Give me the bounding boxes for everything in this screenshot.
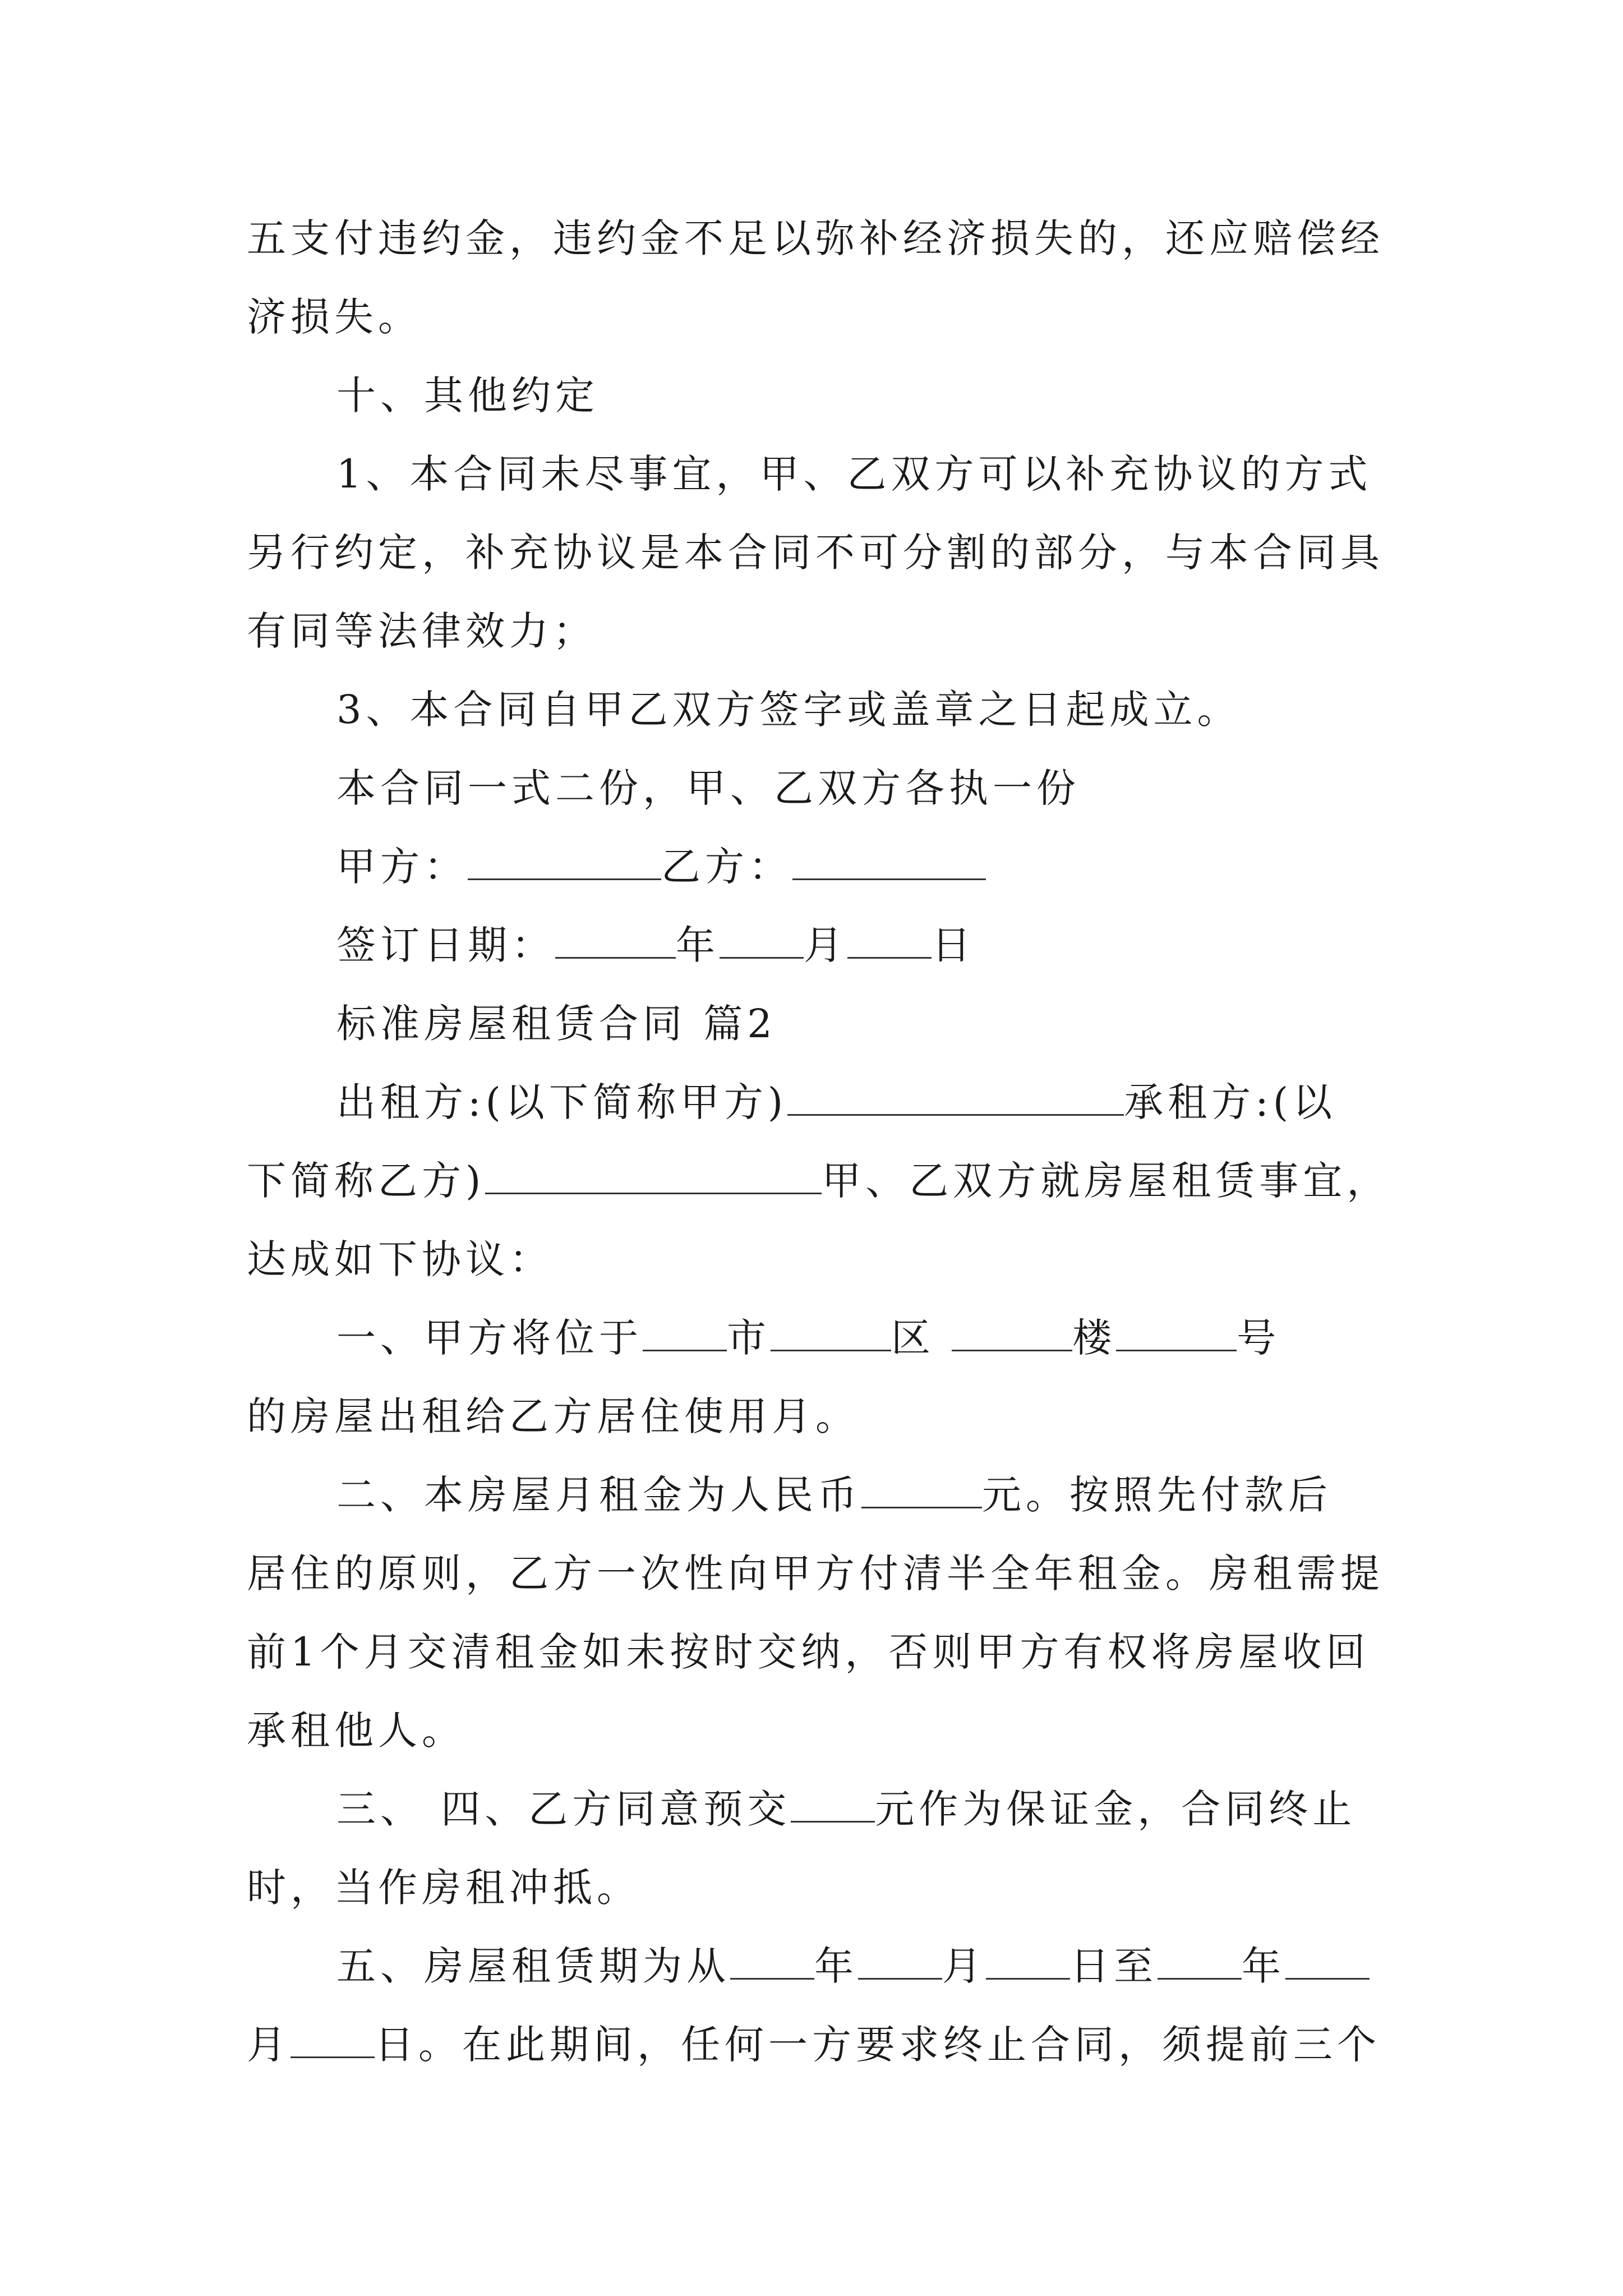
city-label: 市	[727, 1315, 771, 1361]
paragraph-line: 达成如下协议：	[247, 1236, 553, 1282]
clause-2-line	[336, 1467, 1332, 1523]
month-blank	[720, 918, 804, 959]
contract-title: 标准房屋租赁合同 篇2	[336, 1001, 777, 1047]
building-label: 楼	[1072, 1315, 1117, 1361]
party-b-blank	[792, 839, 986, 880]
party-a-label: 甲方：	[336, 844, 468, 890]
paragraph-line: 承租他人。	[247, 1708, 465, 1754]
clause-5-cont-line	[247, 2017, 1381, 2073]
paragraph-line: 3、本合同自甲乙双方签字或盖章之日起成立。	[336, 687, 1241, 733]
day-label: 日	[932, 922, 975, 968]
lessor-line	[336, 1074, 1336, 1130]
paragraph-line: 另行约定，补充协议是本合同不可分割的部分，与本合同具	[247, 530, 1384, 576]
clause-3-4-line	[336, 1781, 1356, 1837]
start-day-blank	[986, 1939, 1070, 1980]
signing-date-line	[336, 917, 975, 973]
clause-1-line	[336, 1310, 1280, 1366]
paragraph-line: 五支付违约金，违约金不足以弥补经济损失的，还应赔偿经	[247, 215, 1384, 261]
clause-text: 五、房屋租赁期为从	[336, 1943, 730, 1989]
paragraph-line: 本合同一式二份，甲、乙双方各执一份	[336, 765, 1080, 811]
rent-blank	[861, 1467, 982, 1508]
month-label: 月	[804, 922, 847, 968]
clause-text: 元作为保证金，合同终止	[875, 1786, 1357, 1832]
paragraph-line: 济损失。	[247, 294, 422, 340]
day-to-label: 日至	[1070, 1943, 1158, 1989]
paragraph-line: 前1个月交清租金如未按时交纳，否则甲方有权将房屋收回	[247, 1629, 1370, 1675]
agreement-text: 甲、乙双方就房屋租赁事宜，	[822, 1158, 1391, 1204]
paragraph-line: 居住的原则，乙方一次性向甲方付清半全年租金。房租需提	[247, 1550, 1384, 1596]
paragraph-line: 有同等法律效力；	[247, 608, 597, 654]
district-blank	[771, 1310, 891, 1351]
year-label: 年	[1242, 1943, 1285, 1989]
lessee-label: 承租方:(以	[1124, 1079, 1337, 1125]
end-day-blank	[291, 2017, 375, 2058]
paragraph-line: 1、本合同未尽事宜，甲、乙双方可以补充协议的方式	[336, 451, 1372, 497]
lessee-blank	[485, 1153, 822, 1194]
clause-text: 日。在此期间，任何一方要求终止合同，须提前三个	[375, 2022, 1381, 2068]
clause-5-line	[336, 1938, 1370, 1994]
month-label: 月	[247, 2022, 291, 2068]
number-blank	[1116, 1310, 1237, 1351]
day-blank	[847, 918, 932, 959]
start-year-blank	[730, 1939, 814, 1980]
lessor-label: 出租方:(以下简称甲方)	[336, 1079, 788, 1125]
party-b-label: 乙方：	[661, 844, 792, 890]
lessee-label-cont: 下简称乙方)	[247, 1158, 486, 1204]
year-label: 年	[814, 1943, 858, 1989]
clause-text: 一、甲方将位于	[336, 1315, 643, 1361]
deposit-blank	[791, 1782, 875, 1823]
end-month-blank	[1285, 1939, 1370, 1980]
date-label: 签订日期：	[336, 922, 555, 968]
year-blank	[555, 918, 676, 959]
paragraph-line: 时，当作房租冲抵。	[247, 1865, 640, 1911]
clause-text: 三、 四、乙方同意预交	[336, 1786, 791, 1832]
lessee-line	[247, 1153, 1390, 1209]
party-a-blank	[468, 839, 661, 880]
signature-line	[336, 839, 986, 895]
month-label: 月	[942, 1943, 986, 1989]
start-month-blank	[858, 1939, 942, 1980]
paragraph-line: 的房屋出租给乙方居住使用月。	[247, 1393, 859, 1439]
end-year-blank	[1158, 1939, 1242, 1980]
clause-text: 元。按照先付款后	[982, 1472, 1332, 1518]
clause-text: 二、本房屋月租金为人民币	[336, 1472, 861, 1518]
lessor-blank	[787, 1075, 1124, 1116]
district-label: 区	[891, 1315, 935, 1361]
section-heading: 十、其他约定	[336, 372, 599, 418]
year-label: 年	[676, 922, 720, 968]
city-blank	[643, 1310, 727, 1351]
number-label: 号	[1237, 1315, 1281, 1361]
building-blank	[952, 1310, 1072, 1351]
